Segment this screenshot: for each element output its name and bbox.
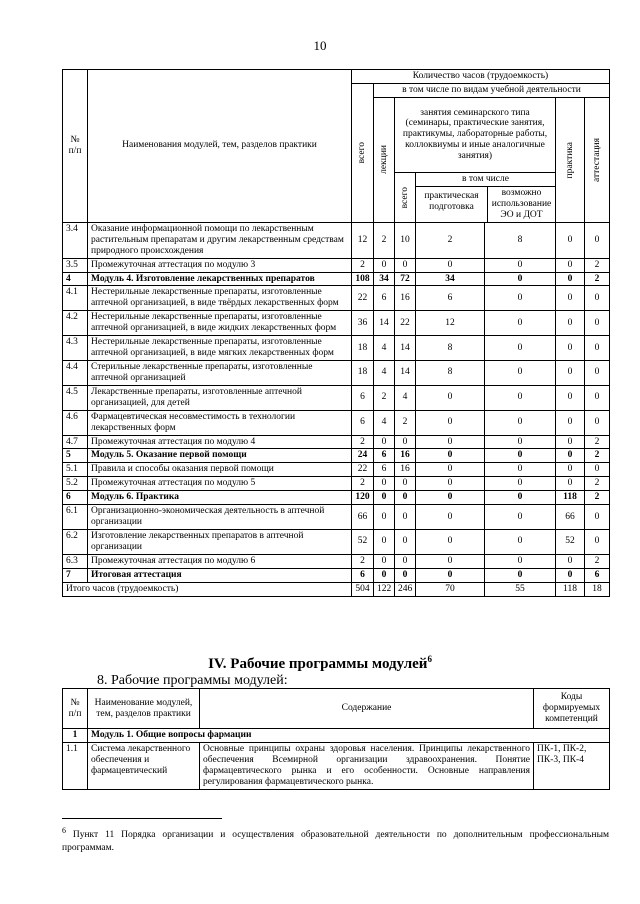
row-cell-sem: 22 — [395, 311, 416, 336]
row-num: 4.2 — [63, 311, 88, 336]
row-cell-eo: 0 — [485, 311, 556, 336]
row-cell-eo: 0 — [485, 360, 556, 385]
row-name: Промежуточная аттестация по модулю 6 — [88, 554, 352, 568]
row-cell-eo: 0 — [485, 385, 556, 410]
row-cell-total: 6 — [352, 568, 374, 582]
section-subtitle: 8. Рабочие программы модулей: — [97, 673, 288, 688]
row-name: Модуль 4. Изготовление лекарственных препаратов — [88, 272, 352, 286]
row-name: Модуль 5. Оказание первой помощи — [88, 449, 352, 463]
row-cell-total: 18 — [352, 336, 374, 361]
table-row — [63, 410, 610, 435]
row-cell-lec: 2 — [374, 222, 395, 258]
row-cell-att: 2 — [585, 554, 610, 568]
row-cell-sem: 0 — [395, 477, 416, 491]
row-num: 3.5 — [63, 258, 88, 272]
row-cell-prep: 2 — [416, 222, 485, 258]
program-row-codes: ПК-1, ПК-2, ПК-3, ПК-4 — [534, 742, 610, 789]
row-cell-prep: 0 — [416, 505, 485, 530]
row-cell-eo: 0 — [485, 477, 556, 491]
row-cell-total: 12 — [352, 222, 374, 258]
header-incl-group — [416, 172, 556, 222]
row-num: 4.6 — [63, 410, 88, 435]
row-cell-att: 0 — [585, 385, 610, 410]
row-cell-att: 0 — [585, 286, 610, 311]
row-cell-lec: 0 — [374, 505, 395, 530]
table-row — [63, 360, 610, 385]
row-cell-total: 18 — [352, 360, 374, 385]
header-possible-eo: возможно использование ЭО и ДОТ — [491, 187, 552, 220]
row-cell-prep: 0 — [416, 568, 485, 582]
row-name: Итоговая аттестация — [88, 568, 352, 582]
row-cell-eo: 0 — [485, 435, 556, 449]
row-cell-lec: 0 — [374, 258, 395, 272]
row-cell-att: 0 — [585, 505, 610, 530]
header-name: Наименования модулей, тем, разделов практики — [88, 70, 352, 223]
row-name: Промежуточная аттестация по модулю 5 — [88, 477, 352, 491]
row-cell-eo: 0 — [485, 272, 556, 286]
row-name: Нестерильные лекарственные препараты, изготовленные аптечной организацией, в виде жидких лекарственных форм — [88, 311, 352, 336]
row-cell-total: 22 — [352, 286, 374, 311]
row-cell-prep: 8 — [416, 336, 485, 361]
row-name: Промежуточная аттестация по модулю 4 — [88, 435, 352, 449]
total-cell-lec: 122 — [374, 582, 395, 596]
row-cell-eo: 0 — [485, 336, 556, 361]
row-cell-eo: 0 — [485, 491, 556, 505]
row-cell-prep: 0 — [416, 491, 485, 505]
table-row — [63, 435, 610, 449]
header-seminar: занятия семинарского типа (семинары, практические занятия, практикумы, лабораторные работы, коллоквиумы и иные аналогичные занятия) — [395, 97, 556, 172]
row-cell-lec: 0 — [374, 529, 395, 554]
row-cell-sem: 14 — [395, 336, 416, 361]
row-cell-pr: 0 — [556, 385, 585, 410]
row-name: Промежуточная аттестация по модулю 3 — [88, 258, 352, 272]
row-cell-total: 36 — [352, 311, 374, 336]
row-name: Стерильные лекарственные препараты, изготовленные аптечной организацией — [88, 360, 352, 385]
total-cell-att: 18 — [585, 582, 610, 596]
row-cell-prep: 0 — [416, 463, 485, 477]
row-cell-att: 2 — [585, 258, 610, 272]
total-cell-prep: 70 — [416, 582, 485, 596]
row-num: 6 — [63, 491, 88, 505]
header-num: № п/п — [63, 70, 88, 223]
row-name: Нестерильные лекарственные препараты, изготовленные аптечной организацией, в виде твёрдых лекарственных форм — [88, 286, 352, 311]
row-cell-pr: 0 — [556, 554, 585, 568]
row-cell-prep: 0 — [416, 529, 485, 554]
row-num: 5 — [63, 449, 88, 463]
row-cell-pr: 0 — [556, 568, 585, 582]
row-cell-prep: 34 — [416, 272, 485, 286]
table-row — [63, 568, 610, 582]
row-num: 4.3 — [63, 336, 88, 361]
total-cell-pr: 118 — [556, 582, 585, 596]
row-num: 5.1 — [63, 463, 88, 477]
row-cell-pr: 66 — [556, 505, 585, 530]
row-cell-sem: 14 — [395, 360, 416, 385]
row-cell-prep: 0 — [416, 477, 485, 491]
row-cell-pr: 52 — [556, 529, 585, 554]
row-cell-total: 6 — [352, 385, 374, 410]
header-lectures: лекции — [374, 97, 395, 222]
row-cell-total: 24 — [352, 449, 374, 463]
program-row-content: Основные принципы охраны здоровья населения. Принципы лекарственного обеспечения Всемирной организации здравоохранения. Понятие фармацевтического рынка и его особенности. Основные направления регулирования фармацевтического рынка. — [200, 742, 534, 789]
table-row — [63, 505, 610, 530]
footnote-text: Пункт 11 Порядка организации и осуществления образовательной деятельности по дополнительным профессиональным программам. — [62, 830, 609, 853]
module-row-title: Модуль 1. Общие вопросы фармации — [88, 729, 610, 743]
row-cell-sem: 0 — [395, 505, 416, 530]
row-cell-prep: 0 — [416, 554, 485, 568]
row-cell-att: 2 — [585, 491, 610, 505]
row-cell-prep: 0 — [416, 410, 485, 435]
row-cell-sem: 4 — [395, 385, 416, 410]
table-row — [63, 286, 610, 311]
header-incl-types: в том числе по видам учебной деятельности — [374, 83, 610, 97]
row-num: 6.2 — [63, 529, 88, 554]
row-cell-sem: 0 — [395, 554, 416, 568]
row-num: 4 — [63, 272, 88, 286]
row-cell-sem: 72 — [395, 272, 416, 286]
table-row — [63, 491, 610, 505]
programs-header-codes: Коды формируемых компетенций — [534, 689, 610, 729]
row-cell-pr: 0 — [556, 449, 585, 463]
table-row — [63, 529, 610, 554]
table-row — [63, 272, 610, 286]
header-total: всего — [352, 83, 374, 222]
row-cell-sem: 0 — [395, 529, 416, 554]
table-row — [63, 477, 610, 491]
row-cell-pr: 0 — [556, 360, 585, 385]
row-cell-sem: 16 — [395, 286, 416, 311]
table-row — [63, 385, 610, 410]
row-cell-pr: 0 — [556, 311, 585, 336]
row-cell-lec: 14 — [374, 311, 395, 336]
table-row — [63, 449, 610, 463]
row-name: Изготовление лекарственных препаратов в аптечной организации — [88, 529, 352, 554]
row-name: Нестерильные лекарственные препараты, изготовленные аптечной организацией, в виде мягких лекарственных форм — [88, 336, 352, 361]
row-name: Фармацевтическая несовместимость в технологии лекарственных форм — [88, 410, 352, 435]
row-cell-total: 52 — [352, 529, 374, 554]
row-cell-lec: 6 — [374, 286, 395, 311]
row-num: 6.3 — [63, 554, 88, 568]
table-row — [63, 336, 610, 361]
header-practical-prep: практическая подготовка — [416, 187, 488, 222]
row-cell-sem: 0 — [395, 568, 416, 582]
row-cell-att: 0 — [585, 463, 610, 477]
row-cell-sem: 16 — [395, 463, 416, 477]
header-practice: практика — [556, 97, 585, 222]
row-cell-pr: 0 — [556, 222, 585, 258]
row-cell-lec: 34 — [374, 272, 395, 286]
row-name: Оказание информационной помощи по лекарственным растительным препаратам и другим лекарственным средствам природного происхождения — [88, 222, 352, 258]
row-num: 4.5 — [63, 385, 88, 410]
row-cell-pr: 118 — [556, 491, 585, 505]
row-cell-lec: 6 — [374, 449, 395, 463]
row-cell-eo: 8 — [485, 222, 556, 258]
row-cell-eo: 0 — [485, 568, 556, 582]
row-cell-lec: 0 — [374, 491, 395, 505]
row-cell-total: 120 — [352, 491, 374, 505]
row-cell-prep: 8 — [416, 360, 485, 385]
program-row-num: 1.1 — [63, 742, 88, 789]
row-name: Организационно-экономическая деятельность в аптечной организации — [88, 505, 352, 530]
table-row — [63, 258, 610, 272]
row-name: Модуль 6. Практика — [88, 491, 352, 505]
row-cell-att: 2 — [585, 272, 610, 286]
table-row — [63, 311, 610, 336]
row-cell-att: 0 — [585, 336, 610, 361]
row-cell-sem: 0 — [395, 258, 416, 272]
page-number: 10 — [313, 38, 327, 53]
row-cell-eo: 0 — [485, 463, 556, 477]
header-attestation: аттестация — [585, 97, 610, 222]
row-cell-lec: 2 — [374, 385, 395, 410]
row-cell-total: 2 — [352, 435, 374, 449]
row-cell-att: 0 — [585, 410, 610, 435]
header-incl: в том числе — [416, 173, 555, 187]
row-cell-att: 0 — [585, 311, 610, 336]
row-cell-sem: 10 — [395, 222, 416, 258]
row-cell-pr: 0 — [556, 286, 585, 311]
footnote-mark: 6 — [62, 826, 66, 835]
row-cell-total: 2 — [352, 554, 374, 568]
row-cell-att: 6 — [585, 568, 610, 582]
section-title: IV. Рабочие программы модулей$^6$ — [208, 654, 432, 672]
row-cell-eo: 0 — [485, 286, 556, 311]
footnote-ref: 6 — [427, 654, 432, 664]
footnote-divider — [62, 818, 222, 819]
row-cell-lec: 0 — [374, 554, 395, 568]
row-cell-pr: 0 — [556, 410, 585, 435]
row-num: 4.1 — [63, 286, 88, 311]
row-cell-pr: 0 — [556, 258, 585, 272]
row-num: 5.2 — [63, 477, 88, 491]
module-row-num: 1 — [63, 729, 88, 743]
row-cell-prep: 0 — [416, 258, 485, 272]
row-cell-pr: 0 — [556, 463, 585, 477]
row-cell-lec: 4 — [374, 410, 395, 435]
header-sem-total: всего — [395, 172, 416, 222]
row-cell-prep: 0 — [416, 385, 485, 410]
row-cell-lec: 4 — [374, 360, 395, 385]
row-cell-lec: 0 — [374, 435, 395, 449]
row-cell-total: 6 — [352, 410, 374, 435]
row-cell-prep: 6 — [416, 286, 485, 311]
row-cell-eo: 0 — [485, 505, 556, 530]
programs-table — [62, 688, 610, 790]
row-cell-total: 66 — [352, 505, 374, 530]
row-cell-pr: 0 — [556, 477, 585, 491]
row-cell-pr: 0 — [556, 435, 585, 449]
row-cell-eo: 0 — [485, 554, 556, 568]
row-cell-att: 0 — [585, 529, 610, 554]
row-num: 4.4 — [63, 360, 88, 385]
row-cell-att: 2 — [585, 449, 610, 463]
row-name: Лекарственные препараты, изготовленные аптечной организацией, для детей — [88, 385, 352, 410]
row-cell-eo: 0 — [485, 410, 556, 435]
row-num: 7 — [63, 568, 88, 582]
row-cell-lec: 4 — [374, 336, 395, 361]
header-total-hours: Количество часов (трудоемкость) — [352, 70, 610, 84]
row-cell-sem: 0 — [395, 491, 416, 505]
total-cell-total: 504 — [352, 582, 374, 596]
row-cell-att: 2 — [585, 435, 610, 449]
table-body — [63, 222, 610, 582]
row-cell-total: 2 — [352, 477, 374, 491]
row-cell-lec: 6 — [374, 463, 395, 477]
row-cell-eo: 0 — [485, 449, 556, 463]
row-cell-total: 108 — [352, 272, 374, 286]
row-cell-eo: 0 — [485, 258, 556, 272]
program-row-name: Система лекарственного обеспечения и фармацевтический — [88, 742, 200, 789]
row-cell-att: 0 — [585, 360, 610, 385]
row-cell-prep: 0 — [416, 435, 485, 449]
row-cell-att: 2 — [585, 477, 610, 491]
row-num: 4.7 — [63, 435, 88, 449]
row-name: Правила и способы оказания первой помощи — [88, 463, 352, 477]
table-row — [63, 463, 610, 477]
total-cell-eo: 55 — [485, 582, 556, 596]
row-cell-lec: 0 — [374, 477, 395, 491]
total-cell-sem: 246 — [395, 582, 416, 596]
table-row — [63, 554, 610, 568]
row-cell-sem: 16 — [395, 449, 416, 463]
row-cell-total: 22 — [352, 463, 374, 477]
row-cell-prep: 12 — [416, 311, 485, 336]
row-cell-pr: 0 — [556, 336, 585, 361]
row-cell-lec: 0 — [374, 568, 395, 582]
footnote — [62, 826, 609, 855]
hours-table — [62, 69, 610, 597]
row-cell-total: 2 — [352, 258, 374, 272]
row-num: 3.4 — [63, 222, 88, 258]
row-cell-prep: 0 — [416, 449, 485, 463]
table-row — [63, 222, 610, 258]
total-label: Итого часов (трудоемкость) — [63, 582, 352, 596]
row-cell-eo: 0 — [485, 529, 556, 554]
row-cell-sem: 0 — [395, 435, 416, 449]
programs-header-name: Наименование модулей, тем, разделов практики — [88, 689, 200, 729]
programs-header-num: № п/п — [63, 689, 88, 729]
row-cell-pr: 0 — [556, 272, 585, 286]
row-cell-att: 0 — [585, 222, 610, 258]
row-num: 6.1 — [63, 505, 88, 530]
row-cell-sem: 2 — [395, 410, 416, 435]
total-row — [63, 582, 610, 596]
programs-header-content: Содержание — [200, 689, 534, 729]
